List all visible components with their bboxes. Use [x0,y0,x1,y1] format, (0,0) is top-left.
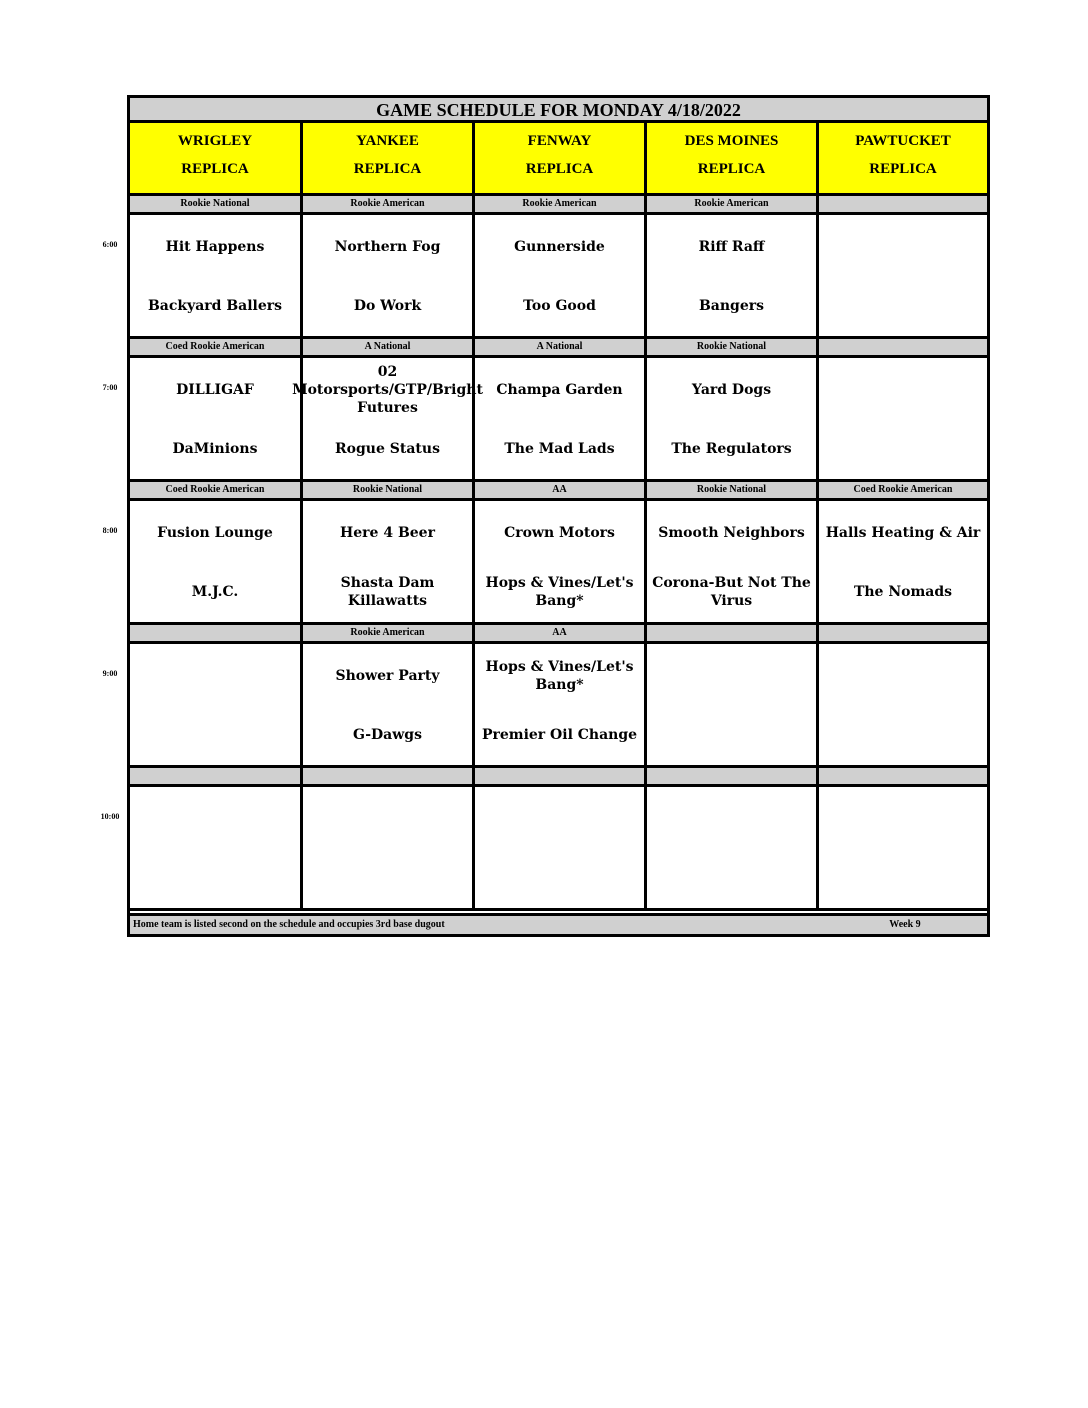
time-slot [130,196,987,339]
game-cell [303,787,475,911]
division-row [130,768,987,787]
game-row [130,358,987,482]
division-label [475,768,647,787]
division-label: A National [475,339,647,358]
division-label: Rookie American [303,625,475,644]
home-team [130,853,300,903]
away-team [819,791,987,847]
away-team: Northern Fog [334,239,441,255]
game-cell [647,215,819,339]
field-name: YANKEE [356,133,419,149]
game-cell [647,644,819,768]
division-label: Rookie National [303,482,475,501]
schedule-table [127,95,990,937]
division-label [819,625,987,644]
division-label [647,768,819,787]
away-team: Shower Party [335,668,440,684]
game-cell [475,215,647,339]
field-sub: REPLICA [181,161,249,177]
field-header [475,123,647,196]
division-label: Rookie American [303,196,475,215]
time-slot [130,768,987,911]
away-team: Halls Heating & Air [825,525,981,541]
away-team [819,648,987,704]
division-label: Rookie American [475,196,647,215]
time-label-7: 7:00 [102,383,118,392]
game-cell [819,358,987,482]
away-team [647,648,816,704]
away-team: 02 Motorsports/GTP/Bright Futures [292,364,483,416]
game-cell [475,358,647,482]
division-label [130,625,303,644]
home-team: Backyard Ballers [147,298,283,314]
division-label [819,196,987,215]
away-team [819,362,987,418]
home-team: Premier Oil Change [481,727,638,743]
field-sub: REPLICA [353,161,422,177]
away-team [647,791,816,847]
division-label: Coed Rookie American [819,482,987,501]
away-team [130,791,300,847]
away-team: Riff Raff [698,239,765,255]
division-label [303,768,475,787]
week-label: Week 9 [889,919,921,930]
home-team [819,424,987,474]
game-row [130,787,987,911]
division-label: AA [475,482,647,501]
home-team [819,710,987,760]
division-row [130,196,987,215]
game-cell [130,644,303,768]
division-label: A National [303,339,475,358]
field-sub: REPLICA [697,161,766,177]
time-label-6: 6:00 [102,240,118,249]
away-team: Crown Motors [504,525,615,541]
division-label [819,768,987,787]
field-sub: REPLICA [869,161,937,177]
division-label: Rookie National [647,339,819,358]
division-row [130,625,987,644]
division-label: Rookie National [130,196,303,215]
field-sub: REPLICA [525,161,594,177]
time-label-9: 9:00 [102,669,118,678]
time-slot [130,625,987,768]
home-team: DaMinions [172,441,258,457]
division-label: Coed Rookie American [130,482,303,501]
away-team: Fusion Lounge [157,525,273,541]
home-team [819,281,987,331]
away-team: Hops & Vines/Let's Bang* [485,659,634,693]
home-team: The Mad Lads [504,441,615,457]
home-team [647,853,816,903]
home-team: Hops & Vines/Let's Bang* [485,575,634,609]
division-label: AA [475,625,647,644]
game-cell [819,787,987,911]
away-team [130,648,300,704]
game-cell [647,358,819,482]
home-team: Shasta Dam Killawatts [340,575,435,609]
home-team: Do Work [353,298,422,314]
game-cell [819,644,987,768]
home-team: The Regulators [671,441,792,457]
division-row [130,339,987,358]
away-team: Champa Garden [496,382,623,398]
game-row [130,501,987,625]
field-name: DES MOINES [684,133,779,149]
home-team: Corona-But Not The Virus [652,575,811,609]
away-team: DILLIGAF [176,382,254,398]
game-row [130,215,987,339]
away-team: Smooth Neighbors [658,525,805,541]
division-label: Rookie American [647,196,819,215]
home-team: Rogue Status [335,441,440,457]
away-team: Hit Happens [165,239,265,255]
field-name: WRIGLEY [177,133,253,149]
away-team [303,791,472,847]
division-label [130,768,303,787]
away-team: Gunnerside [514,239,605,255]
home-team [647,710,816,760]
game-cell [303,501,475,625]
game-cell [130,501,303,625]
time-slot [130,482,987,625]
time-slot [130,339,987,482]
game-cell [647,787,819,911]
home-team: Too Good [523,298,596,314]
home-team: The Nomads [853,584,953,600]
field-header [303,123,475,196]
division-label [647,625,819,644]
field-header-row [130,123,987,196]
home-team: G-Dawgs [353,727,422,743]
away-team [819,219,987,275]
game-cell [475,787,647,911]
game-cell [130,787,303,911]
game-cell [647,501,819,625]
time-label-10: 10:00 [100,812,120,821]
field-name: PAWTUCKET [855,133,951,149]
field-header [819,123,987,196]
game-cell [303,215,475,339]
game-cell [130,215,303,339]
game-cell [303,644,475,768]
game-cell [819,215,987,339]
field-header [647,123,819,196]
home-team [303,853,472,903]
division-label: Rookie National [647,482,819,501]
game-cell [475,644,647,768]
footer-note: Home team is listed second on the schedule and occupies 3rd base dugout [133,919,445,930]
home-team [130,710,300,760]
away-team: Yard Dogs [691,382,772,398]
time-label-8: 8:00 [102,526,118,535]
division-row [130,482,987,501]
division-label: Coed Rookie American [130,339,303,358]
game-cell [130,358,303,482]
game-cell [292,358,483,482]
home-team [819,853,987,903]
game-row [130,644,987,768]
schedule-title: GAME SCHEDULE FOR MONDAY 4/18/2022 [130,98,987,123]
home-team: M.J.C. [191,584,239,600]
game-cell [475,501,647,625]
home-team: Bangers [698,298,765,314]
game-cell [819,501,987,625]
field-name: FENWAY [527,133,592,149]
schedule-footer [130,913,987,934]
field-header [130,123,303,196]
home-team [475,853,644,903]
division-label [819,339,987,358]
away-team: Here 4 Beer [340,525,435,541]
away-team [475,791,644,847]
